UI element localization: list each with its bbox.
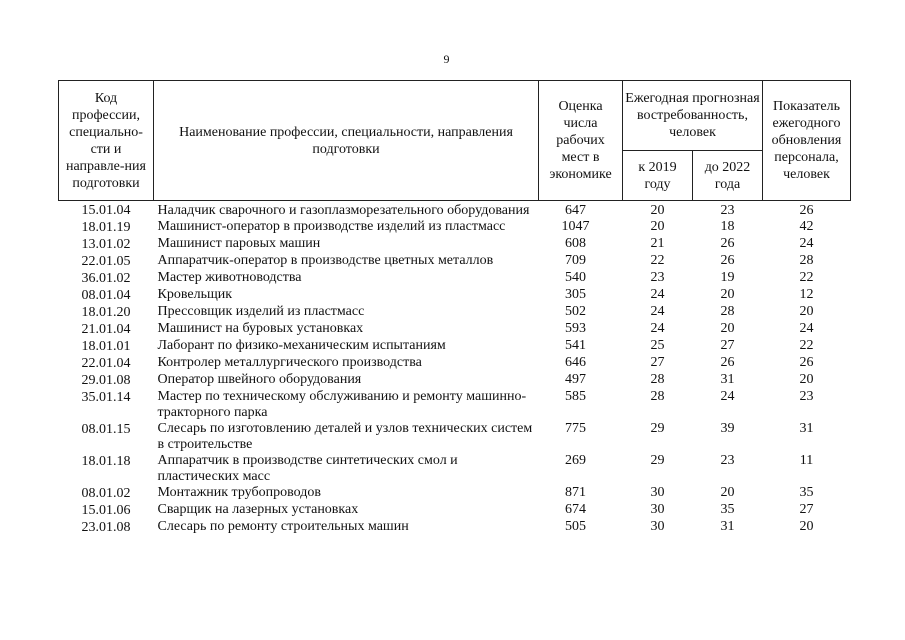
cell-code: 18.01.18 — [81, 454, 131, 469]
cell-estimate: 269 — [565, 453, 586, 468]
cell-to-2022: 26 — [720, 253, 735, 268]
cell-renewal: 12 — [799, 287, 814, 302]
cell-to-2019: 24 — [650, 287, 665, 302]
cell-estimate: 497 — [565, 372, 586, 387]
cell-to-2019: 23 — [650, 270, 665, 285]
cell-renewal: 22 — [799, 270, 814, 285]
table-row — [59, 389, 851, 421]
cell-name: Монтажник трубопроводов — [157, 485, 321, 500]
cell-estimate: 585 — [565, 389, 586, 404]
cell-name: Машинист паровых машин — [157, 236, 321, 251]
header-name: Наименование профессии, специальности, направления подготовки — [154, 81, 539, 201]
cell-renewal: 24 — [799, 321, 814, 336]
cell-estimate: 608 — [565, 236, 586, 251]
professions-table — [58, 80, 851, 536]
cell-to-2022: 26 — [720, 355, 735, 370]
cell-code: 15.01.04 — [81, 203, 131, 218]
header-to-2022: до 2022 года — [693, 151, 763, 201]
cell-estimate: 541 — [565, 338, 586, 353]
cell-to-2019: 22 — [650, 253, 665, 268]
cell-renewal: 31 — [799, 421, 814, 436]
cell-name: Аппаратчик-оператор в производстве цветных металлов — [157, 253, 494, 268]
cell-renewal: 22 — [799, 338, 814, 353]
header-forecast-group: Ежегодная прогнозная востребованность, человек — [623, 81, 763, 151]
cell-renewal: 28 — [799, 253, 814, 268]
cell-to-2019: 24 — [650, 304, 665, 319]
cell-estimate: 775 — [565, 421, 586, 436]
table-row — [59, 219, 851, 236]
table-row — [59, 201, 851, 220]
cell-name: Машинист-оператор в производстве изделий из пластмасс — [157, 219, 506, 234]
cell-renewal: 35 — [799, 485, 814, 500]
table-row — [59, 355, 851, 372]
cell-to-2022: 23 — [720, 203, 735, 218]
cell-renewal: 26 — [799, 355, 814, 370]
cell-name: Мастер по техническому обслуживанию и ремонту машинно-тракторного парка — [157, 389, 527, 420]
cell-code: 08.01.04 — [81, 288, 131, 303]
cell-renewal: 20 — [799, 372, 814, 387]
cell-renewal: 24 — [799, 236, 814, 251]
cell-name: Контролер металлургического производства — [157, 355, 422, 370]
cell-renewal: 27 — [799, 502, 814, 517]
cell-estimate: 1047 — [561, 219, 590, 234]
cell-code: 13.01.02 — [81, 237, 131, 252]
cell-code: 21.01.04 — [81, 322, 131, 337]
table-row — [59, 270, 851, 287]
cell-renewal: 20 — [799, 304, 814, 319]
cell-code: 29.01.08 — [81, 373, 131, 388]
table-row — [59, 485, 851, 502]
cell-code: 08.01.02 — [81, 486, 131, 501]
cell-code: 15.01.06 — [81, 503, 131, 518]
cell-to-2022: 27 — [720, 338, 735, 353]
table-row — [59, 236, 851, 253]
header-estimate: Оценка числа рабочих мест в экономике — [539, 81, 623, 201]
cell-to-2022: 20 — [720, 485, 735, 500]
cell-renewal: 42 — [799, 219, 814, 234]
cell-estimate: 305 — [565, 287, 586, 302]
cell-to-2022: 28 — [720, 304, 735, 319]
cell-estimate: 593 — [565, 321, 586, 336]
cell-to-2022: 23 — [720, 453, 735, 468]
cell-to-2019: 30 — [650, 485, 665, 500]
cell-estimate: 647 — [565, 203, 586, 218]
cell-name: Кровельщик — [157, 287, 233, 302]
cell-code: 18.01.20 — [81, 305, 131, 320]
cell-to-2022: 24 — [720, 389, 735, 404]
cell-to-2019: 20 — [650, 219, 665, 234]
cell-renewal: 20 — [799, 519, 814, 534]
cell-to-2019: 24 — [650, 321, 665, 336]
cell-name: Слесарь по изготовлению деталей и узлов технических систем в строительстве — [157, 421, 533, 452]
cell-to-2019: 29 — [650, 421, 665, 436]
table-row — [59, 304, 851, 321]
cell-name: Аппаратчик в производстве синтетических смол и пластических масс — [157, 453, 458, 484]
cell-to-2022: 26 — [720, 236, 735, 251]
cell-renewal: 11 — [799, 453, 814, 468]
cell-code: 18.01.01 — [81, 339, 131, 354]
cell-estimate: 502 — [565, 304, 586, 319]
table-row — [59, 287, 851, 304]
cell-to-2019: 28 — [650, 389, 665, 404]
cell-name: Оператор швейного оборудования — [157, 372, 362, 387]
cell-name: Машинист на буровых установках — [157, 321, 364, 336]
cell-to-2022: 39 — [720, 421, 735, 436]
table-row — [59, 502, 851, 519]
header-to-2019: к 2019 году — [623, 151, 693, 201]
cell-code: 22.01.05 — [81, 254, 131, 269]
cell-name: Наладчик сварочного и газоплазморезательного оборудования — [157, 203, 530, 218]
cell-name: Прессовщик изделий из пластмасс — [157, 304, 365, 319]
cell-estimate: 646 — [565, 355, 586, 370]
table-row — [59, 338, 851, 355]
cell-to-2019: 21 — [650, 236, 665, 251]
cell-to-2022: 35 — [720, 502, 735, 517]
cell-renewal: 26 — [799, 203, 814, 218]
cell-estimate: 540 — [565, 270, 586, 285]
cell-name: Лаборант по физико-механическим испытаниям — [157, 338, 446, 353]
table-row — [59, 372, 851, 389]
cell-to-2022: 20 — [720, 321, 735, 336]
cell-name: Мастер животноводства — [157, 270, 302, 285]
cell-estimate: 674 — [565, 502, 586, 517]
cell-estimate: 871 — [565, 485, 586, 500]
table-row — [59, 421, 851, 453]
cell-code: 23.01.08 — [81, 520, 131, 535]
table-header — [59, 81, 851, 201]
header-code: Код профессии, специально-сти и направле-ния подготовки — [59, 81, 154, 201]
table-row — [59, 321, 851, 338]
cell-code: 35.01.14 — [81, 390, 131, 405]
table-row — [59, 253, 851, 270]
cell-to-2019: 25 — [650, 338, 665, 353]
cell-to-2022: 31 — [720, 372, 735, 387]
table-body — [59, 201, 851, 537]
cell-code: 22.01.04 — [81, 356, 131, 371]
cell-to-2019: 29 — [650, 453, 665, 468]
cell-to-2022: 19 — [720, 270, 735, 285]
cell-code: 08.01.15 — [81, 422, 131, 437]
table-row — [59, 519, 851, 536]
cell-estimate: 505 — [565, 519, 586, 534]
cell-to-2019: 20 — [650, 203, 665, 218]
header-renewal: Показатель ежегодного обновления персонала, человек — [763, 81, 851, 201]
cell-to-2019: 30 — [650, 519, 665, 534]
cell-to-2019: 28 — [650, 372, 665, 387]
cell-to-2022: 31 — [720, 519, 735, 534]
cell-to-2022: 18 — [720, 219, 735, 234]
cell-code: 36.01.02 — [81, 271, 131, 286]
cell-name: Слесарь по ремонту строительных машин — [157, 519, 409, 534]
cell-name: Сварщик на лазерных установках — [157, 502, 359, 517]
cell-to-2019: 30 — [650, 502, 665, 517]
cell-estimate: 709 — [565, 253, 586, 268]
cell-to-2022: 20 — [720, 287, 735, 302]
cell-to-2019: 27 — [650, 355, 665, 370]
cell-renewal: 23 — [799, 389, 814, 404]
cell-code: 18.01.19 — [81, 220, 131, 235]
page-number: 9 — [443, 52, 450, 66]
table-row — [59, 453, 851, 485]
